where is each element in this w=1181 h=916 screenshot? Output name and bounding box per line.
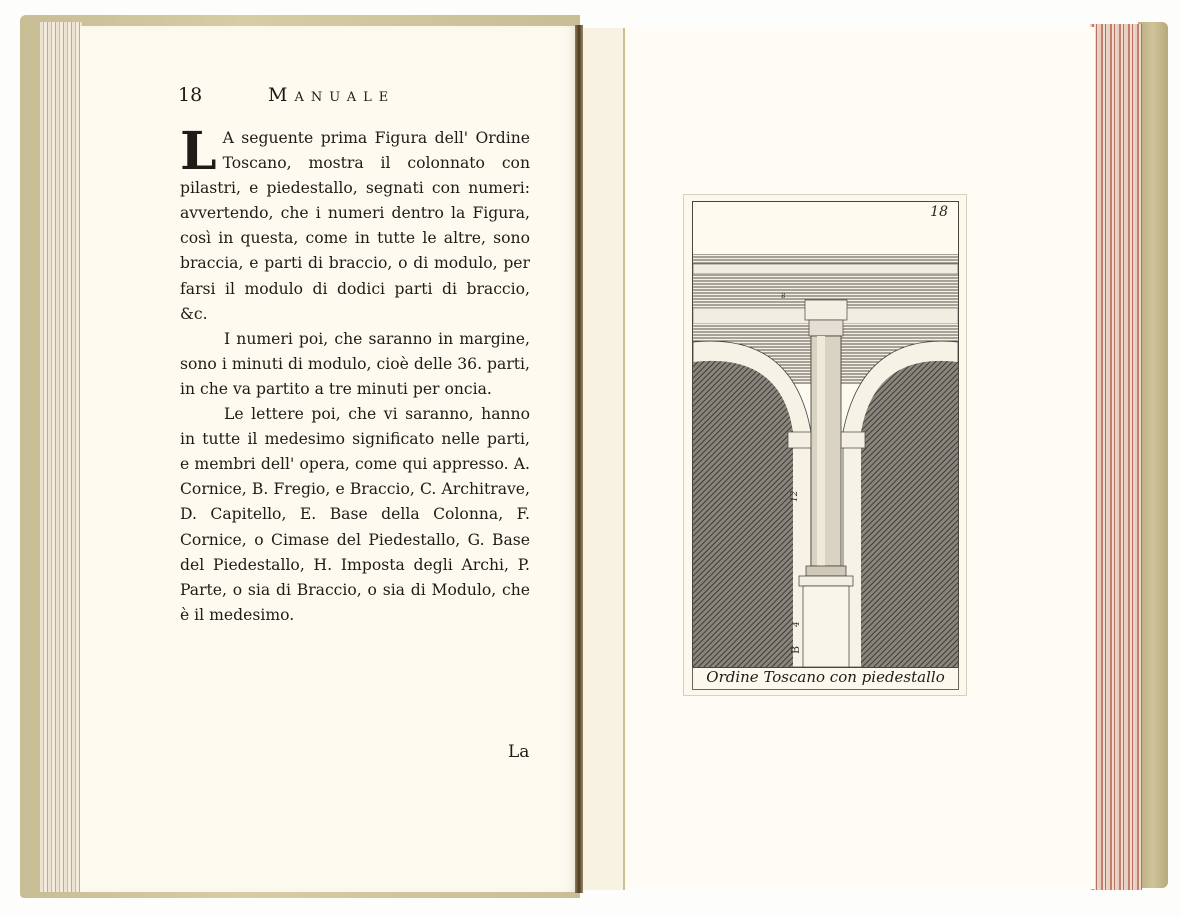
- pedestal-measure: 4: [792, 621, 802, 627]
- pedestal-cornice: [799, 576, 853, 586]
- right-page-stub: [583, 28, 625, 890]
- capital: [809, 320, 843, 336]
- plate-caption: Ordine Toscano con piedestallo: [706, 668, 945, 686]
- paragraph-1: [180, 121, 530, 327]
- pedestal-letter: B: [789, 645, 802, 654]
- body-text: [180, 121, 530, 628]
- paragraph-3: Le lettere poi, che vi saranno, hanno in tutte il medesimo significato nelle parti, e membri dell' opera, come qui appresso. A. Cornice, B. Fregio, e Braccio, C. Architrave, D. Capitello, E. Base della Colonna, F. Cornice, o Cimase del Piedestallo, G. Base del Piedestallo, H. Imposta degli Archi, P. Parte, o sia di Braccio, o sia di Modulo, che è il medesimo.: [180, 405, 530, 624]
- book-gutter: [575, 25, 583, 893]
- pedestal: [803, 586, 849, 667]
- plate-illustration: [692, 201, 959, 668]
- shaft-measure: 12: [790, 490, 800, 502]
- right-book-cover: [1138, 22, 1168, 888]
- right-page-edges: [1090, 24, 1142, 890]
- frieze-letter: B: [781, 293, 786, 300]
- right-impost: [839, 432, 865, 448]
- cornice: [693, 254, 958, 264]
- right-arch-opening: [861, 361, 958, 667]
- column-base: [806, 566, 846, 576]
- tuscan-order-engraving: [693, 202, 958, 667]
- left-arch-opening: [693, 361, 793, 667]
- caption-box: [692, 667, 959, 690]
- running-title: Manuale: [268, 84, 396, 106]
- drop-cap: L: [180, 121, 217, 182]
- left-page-edges: [40, 22, 82, 892]
- capital-abacus: [805, 300, 847, 320]
- engraved-plate: [683, 194, 967, 696]
- paragraph-2: I numeri poi, che saranno in margine, sono i minuti di modulo, cioè delle 36. parti, in che va partito a tre minuti per oncia.: [180, 329, 530, 398]
- catchword: La: [508, 742, 530, 762]
- left-impost: [788, 432, 814, 448]
- column-shaft: [811, 336, 841, 566]
- paragraph-1-text: A seguente prima Figura dell' Ordine Toscano, mostra il colonnato con pilastri, e piedestallo, segnati con numeri: avvertendo, che i numeri dentro la Figura, così in questa, come in tutte le altre, sono braccia, e parti di braccio, o di modulo, per farsi il modulo di dodici parti di braccio, &c.: [180, 129, 530, 323]
- plate-number: 18: [930, 204, 948, 220]
- page-number: 18: [178, 84, 203, 106]
